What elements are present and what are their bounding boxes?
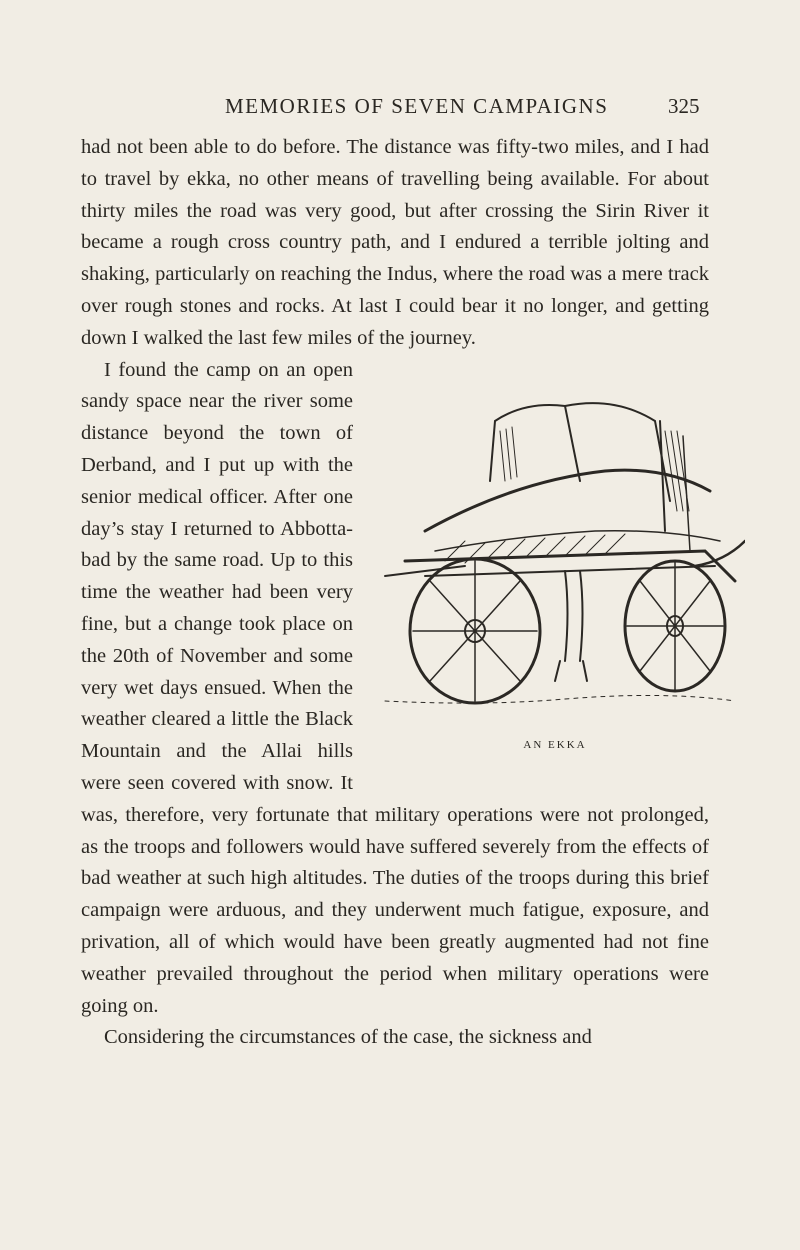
- running-head: [0, 94, 800, 124]
- paragraph-1: had not been able to do before. The distance was fifty-two miles, and I had to travel by ekka, no other means of travelling being available. For about thirty miles the road was very good, but after crossing the Sirin River it became a rough cross country path, and I endured a terrible jolting and shaking, particularly on reaching the Indus, where the road was a mere track over rough stones and rocks. At last I could bear it no longer, and getting down I walked the last few miles of the journey.: [81, 136, 709, 349]
- ekka-illustration: [365, 361, 745, 777]
- ekka-drawing: [365, 361, 745, 731]
- paragraph-3: Considering the circumstances of the case, the sickness and: [104, 1026, 592, 1049]
- page-number: 325: [668, 94, 700, 118]
- figure-caption: AN EKKA: [523, 738, 587, 751]
- body-text: [81, 132, 709, 1054]
- running-title: MEMORIES OF SEVEN CAMPAIGNS: [225, 94, 609, 118]
- paragraph-2: I found the camp on an open sandy space near the river some distance beyond the town of Derband, and I put up with the senior medical officer. After one day’s stay I returned to Abbotta-bad by the same road. Up to this time the weather had been very fine, but a change took place on the 20th of November and some very wet days ensued. When the weather cleared a little the Black Mountain and the Allai hills were seen covered with snow. It was, therefore, very fortunate that military operations were not prolonged, as the troops and followers would have suffered severely from the effects of bad weather at such high altitudes. The duties of the troops during this brief campaign were arduous, and they underwent much fatigue, exposure, and privation, all of which would have been greatly augmented had not fine weather prevailed throughout the period when military operations were going on.: [81, 358, 709, 1017]
